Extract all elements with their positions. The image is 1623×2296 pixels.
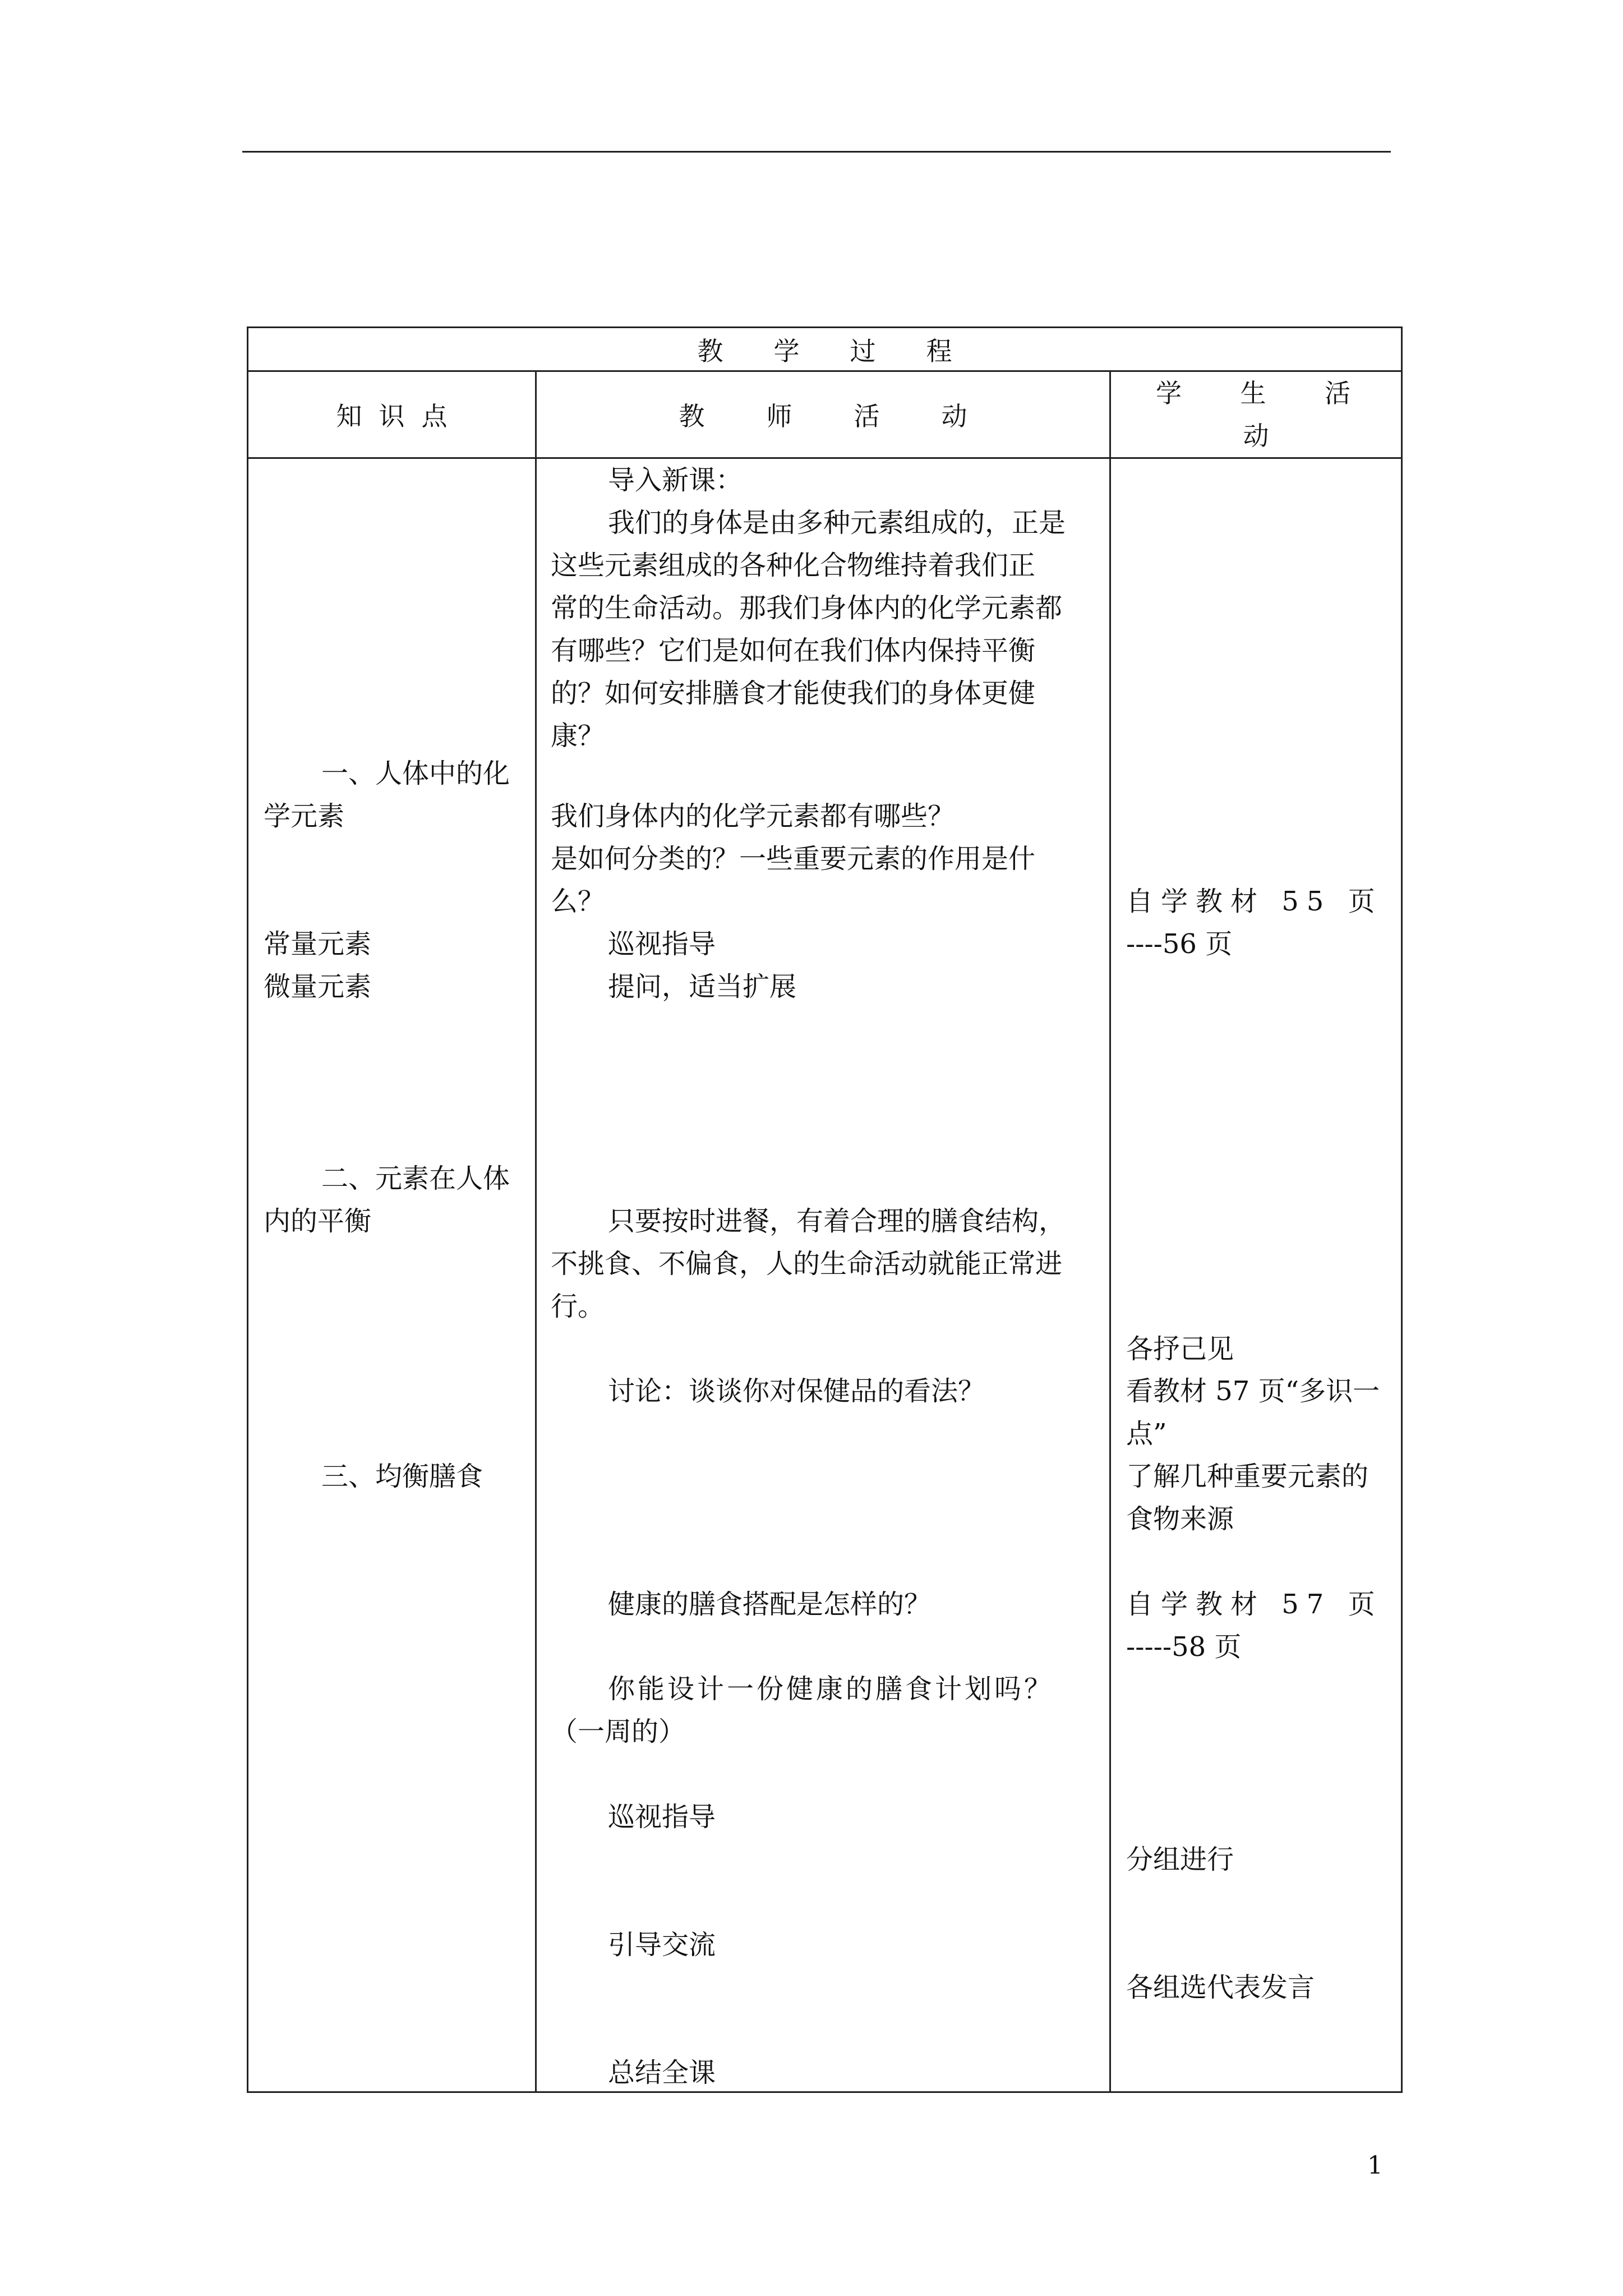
student-self-study-2-line2: -----58 页 bbox=[1126, 1631, 1242, 1663]
header-student-activity bbox=[1110, 371, 1402, 458]
knowledge-points-column bbox=[248, 458, 536, 2092]
teacher-guide-exchange: 引导交流 bbox=[608, 1929, 716, 1961]
teacher-balance-line: 不挑食、不偏食，人的生命活动就能正常进 bbox=[551, 1248, 1063, 1280]
teacher-text-line: 有哪些？它们是如何在我们体内保持平衡 bbox=[551, 635, 1036, 666]
teacher-text-line: 常的生命活动。那我们身体内的化学元素都 bbox=[551, 592, 1063, 624]
student-read-textbook-line2: 点” bbox=[1126, 1418, 1167, 1450]
knowledge-point-1-line1: 一、人体中的化 bbox=[321, 758, 510, 789]
header-rule bbox=[242, 151, 1391, 153]
student-self-study-1-line1: 自学教材 55 页 bbox=[1126, 886, 1383, 917]
header-student-label-line2: 动 bbox=[1243, 421, 1269, 451]
teacher-balance-line: 只要按时进餐，有着合理的膳食结构， bbox=[608, 1205, 1066, 1237]
student-self-study-1-line2: ----56 页 bbox=[1126, 928, 1233, 960]
student-activity-column bbox=[1110, 458, 1402, 2092]
table-title: 教学过程 bbox=[697, 335, 1003, 366]
knowledge-point-constant-elements: 常量元素 bbox=[264, 928, 372, 960]
teacher-text-line: 这些元素组成的各种化合物维持着我们正 bbox=[551, 550, 1036, 581]
teacher-text-line: 康？ bbox=[551, 720, 605, 752]
header-teacher-activity bbox=[536, 371, 1110, 458]
teacher-question-line: 么？ bbox=[551, 886, 605, 917]
header-teacher-label: 教师活动 bbox=[679, 401, 1029, 431]
teacher-text-line: 的？如何安排膳食才能使我们的身体更健 bbox=[551, 678, 1036, 709]
teacher-questioning: 提问，适当扩展 bbox=[608, 971, 797, 1002]
teacher-diet-plan-line1: 你能设计一份健康的膳食计划吗？ bbox=[608, 1673, 1054, 1705]
student-self-study-2-line1: 自学教材 57 页 bbox=[1126, 1589, 1383, 1620]
student-food-sources-line1: 了解几种重要元素的 bbox=[1126, 1461, 1369, 1492]
teacher-activity-column bbox=[536, 458, 1110, 2092]
knowledge-point-2-line2: 内的平衡 bbox=[264, 1205, 372, 1237]
teacher-question-line: 我们身体内的化学元素都有哪些？ bbox=[551, 800, 955, 832]
teacher-diet-question: 健康的膳食搭配是怎样的？ bbox=[608, 1589, 932, 1620]
header-student-label-line1: 学生活 bbox=[1156, 378, 1351, 408]
knowledge-point-1-line2: 学元素 bbox=[264, 800, 345, 832]
teacher-summary: 总结全课 bbox=[608, 2057, 716, 2088]
knowledge-point-trace-elements: 微量元素 bbox=[264, 971, 372, 1002]
student-read-textbook-line1: 看教材 57 页“多识一 bbox=[1126, 1375, 1380, 1407]
teaching-process-table bbox=[247, 326, 1403, 2093]
student-share-views: 各抒己见 bbox=[1126, 1333, 1234, 1365]
teacher-patrol-guidance: 巡视指导 bbox=[608, 928, 716, 960]
knowledge-point-3: 三、均衡膳食 bbox=[321, 1461, 483, 1492]
teacher-discussion: 讨论：谈谈你对保健品的看法？ bbox=[608, 1375, 985, 1407]
student-food-sources-line2: 食物来源 bbox=[1126, 1503, 1234, 1535]
teacher-question-line: 是如何分类的？一些重要元素的作用是什 bbox=[551, 843, 1036, 875]
teacher-balance-line: 行。 bbox=[551, 1291, 605, 1322]
teacher-diet-plan-line2: （一周的） bbox=[551, 1716, 686, 1747]
teacher-patrol-guidance-2: 巡视指导 bbox=[608, 1801, 716, 1833]
knowledge-point-2-line1: 二、元素在人体 bbox=[321, 1163, 510, 1194]
table-title-cell bbox=[248, 328, 1402, 371]
student-group-report: 各组选代表发言 bbox=[1126, 1972, 1315, 2003]
page-number: 1 bbox=[1367, 2151, 1383, 2180]
teacher-intro: 导入新课： bbox=[608, 464, 743, 496]
header-knowledge-points bbox=[248, 371, 536, 458]
student-group-work: 分组进行 bbox=[1126, 1844, 1234, 1875]
teacher-text-line: 我们的身体是由多种元素组成的，正是 bbox=[608, 507, 1066, 539]
header-knowledge-label: 知识点 bbox=[336, 401, 464, 431]
